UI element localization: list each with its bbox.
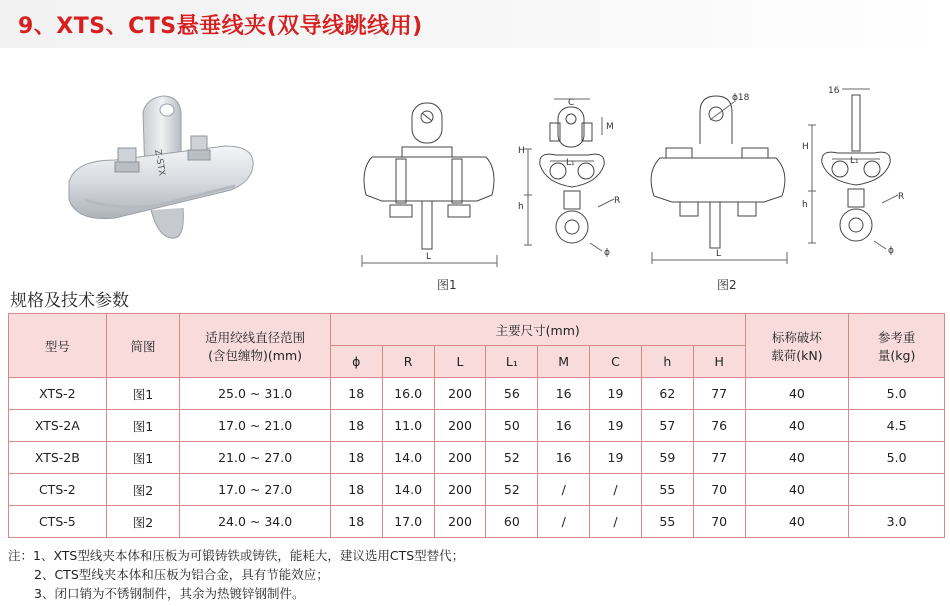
cell-model: CTS-5 [9,506,107,538]
header-load-line2: 载荷(kN) [771,347,823,363]
cell-weight: 5.0 [849,442,945,474]
cell-weight [849,474,945,506]
header-range [180,314,330,378]
cell-R: 16.0 [382,378,434,410]
cell-model: XTS-2 [9,378,107,410]
header-weight-line1: 参考重 [877,329,916,345]
cell-load: 40 [745,442,849,474]
subheader-R: R [382,346,434,378]
cell-H: 70 [693,474,745,506]
cell-C: 19 [590,442,642,474]
cell-range: 25.0 ~ 31.0 [180,378,330,410]
header-weight [849,314,945,378]
cell-R: 17.0 [382,506,434,538]
header-main-dims: 主要尺寸(mm) [330,314,745,346]
subheader-h: h [641,346,693,378]
cell-load: 40 [745,410,849,442]
cell-model: CTS-2 [9,474,107,506]
cell-phi: 18 [330,378,382,410]
cell-h: 62 [641,378,693,410]
cell-h: 57 [641,410,693,442]
fig1-dim-C: C [568,98,575,108]
cell-phi: 18 [330,506,382,538]
note-2: 2、CTS型线夹本体和压板为铝合金，具有节能效应； [34,567,329,582]
cell-H: 77 [693,442,745,474]
cell-H: 77 [693,378,745,410]
cell-C: / [590,506,642,538]
header-load-line1: 标称破坏 [771,329,822,345]
fig2-dim-h: h [802,200,808,210]
cell-diagram: 图1 [106,410,180,442]
header-range-line2: (含包缠物)(mm) [208,347,303,363]
fig1-dim-M: M [606,122,614,132]
header-load [745,314,849,378]
subheader-L1: L₁ [486,346,538,378]
fig1-dim-phi: ϕ [604,248,610,258]
section-title: 规格及技术参数 [10,291,129,311]
header-diagram: 简图 [106,314,180,378]
subheader-L: L [434,346,486,378]
title-bar [0,0,950,48]
cell-phi: 18 [330,442,382,474]
cell-L1: 52 [486,442,538,474]
cell-L1: 52 [486,474,538,506]
fig1-dim-R: R [614,196,621,206]
page-title: 9、XTS、CTS悬垂线夹(双导线跳线用) [18,14,423,39]
fig1-dim-L1: L₁ [566,158,575,168]
figure-2-side-view [802,85,917,270]
cell-diagram: 图1 [106,442,180,474]
spec-table [8,313,945,538]
cell-L1: 50 [486,410,538,442]
cell-R: 14.0 [382,474,434,506]
figure-1-side-view [518,95,633,270]
cell-L: 200 [434,378,486,410]
cell-model: XTS-2A [9,410,107,442]
cell-R: 11.0 [382,410,434,442]
cell-weight: 4.5 [849,410,945,442]
cell-h: 55 [641,474,693,506]
table-row [9,506,945,538]
header-model: 型号 [9,314,107,378]
note-3: 3、闭口销为不锈钢制件，其余为热镀锌钢制件。 [34,586,305,601]
header-weight-line2: 量(kg) [877,347,916,363]
cell-C: / [590,474,642,506]
fig2-dim-R: R [898,192,905,202]
figure-1-front-view [352,95,507,270]
cell-phi: 18 [330,474,382,506]
figure-2-caption: 图2 [717,278,737,292]
fig2-dim-L1: L₁ [850,156,859,166]
table-row [9,474,945,506]
subheader-H: H [693,346,745,378]
cell-diagram: 图1 [106,378,180,410]
cell-L: 200 [434,442,486,474]
fig2-dim-H: H [802,142,809,152]
cell-range: 24.0 ~ 34.0 [180,506,330,538]
fig1-dim-h: h [518,202,524,212]
cell-L1: 60 [486,506,538,538]
cell-load: 40 [745,378,849,410]
figure-1-caption: 图1 [437,278,457,292]
cell-weight: 5.0 [849,378,945,410]
fig2-dim-phi: ϕ [888,246,894,256]
cell-M: 16 [538,442,590,474]
cell-range: 17.0 ~ 27.0 [180,474,330,506]
cell-load: 40 [745,506,849,538]
cell-h: 55 [641,506,693,538]
cell-range: 17.0 ~ 21.0 [180,410,330,442]
cell-range: 21.0 ~ 27.0 [180,442,330,474]
cell-H: 70 [693,506,745,538]
cell-R: 14.0 [382,442,434,474]
cell-diagram: 图2 [106,506,180,538]
cell-H: 76 [693,410,745,442]
cell-M: / [538,474,590,506]
cell-L1: 56 [486,378,538,410]
cell-load: 40 [745,474,849,506]
cell-M: 16 [538,378,590,410]
subheader-C: C [590,346,642,378]
table-row [9,410,945,442]
cell-weight: 3.0 [849,506,945,538]
notes [8,546,464,603]
table-row [9,378,945,410]
cell-C: 19 [590,378,642,410]
cell-M: 16 [538,410,590,442]
cell-L: 200 [434,410,486,442]
subheader-phi: ϕ [330,346,382,378]
cell-h: 59 [641,442,693,474]
table-row [9,442,945,474]
cell-phi: 18 [330,410,382,442]
cell-L: 200 [434,474,486,506]
fig1-dim-H: H [518,146,525,156]
note-1: 注：1、XTS型线夹本体和压板为可锻铸铁或铸铁，能耗大，建议选用CTS型替代； [8,548,465,563]
product-photo [55,90,265,250]
subheader-M: M [538,346,590,378]
header-range-line1: 适用绞线直径范围 [205,329,306,345]
fig2-dim-L: L [716,249,722,259]
svg-text:Z-STX: Z-STX [152,148,167,177]
fig2-dim-phi18: ϕ18 [732,93,750,103]
fig1-dim-L: L [426,252,432,262]
cell-model: XTS-2B [9,442,107,474]
fig2-dim-16: 16 [828,86,840,96]
cell-diagram: 图2 [106,474,180,506]
cell-C: 19 [590,410,642,442]
cell-L: 200 [434,506,486,538]
cell-M: / [538,506,590,538]
figure-2-front-view [642,88,797,270]
